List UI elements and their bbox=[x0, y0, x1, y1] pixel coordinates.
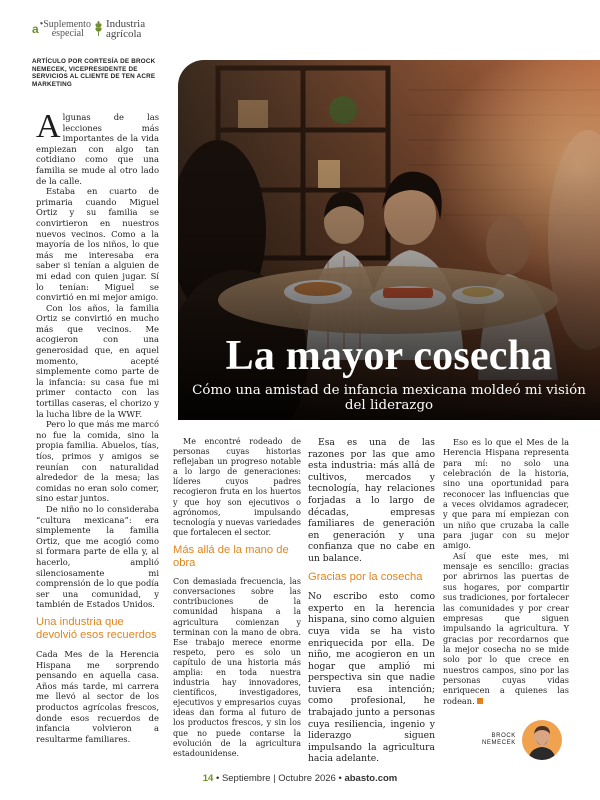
article-paragraph-12 bbox=[443, 551, 569, 706]
masthead-industria bbox=[106, 19, 145, 39]
article-column-3 bbox=[308, 437, 435, 765]
article-paragraph-12-text: Así que este mes, mi mensaje es sencillo: gracias por abrirnos las puertas de sus hogares, por compartir sus tradiciones, por fortalecer las comunidades y por crear empresas que siguen impulsando la agricultura. Y gracias por recordarnos que la mejor cosecha no se mide solo por lo que crece en nuestros campos, sino por las personas cuyas vidas enriquecen a quienes las rodean. bbox=[443, 550, 569, 706]
page-footer bbox=[0, 773, 600, 784]
masthead-a-logo: a bbox=[32, 22, 39, 36]
drop-cap: A bbox=[36, 108, 61, 145]
masthead-industria-word: Industria bbox=[105, 18, 146, 30]
masthead-suplemento-line2: especial bbox=[51, 28, 84, 39]
author-signature bbox=[482, 720, 562, 760]
article-paragraph-4: Pero lo que más me marcó no fue la comida, sino la propia familia. Abuelos, tías, tíos, primos y amigos se reunían con naturalidad alrededor de la mesa; las comidas no eran solo comer, sino estar juntos. bbox=[36, 419, 159, 504]
footer-separator-1: • bbox=[215, 773, 220, 784]
article-column-4 bbox=[443, 437, 569, 706]
article-subtitle: Cómo una amistad de infancia mexicana moldeó mi visión del liderazgo bbox=[192, 383, 586, 413]
masthead-suplemento-line1: •Suplemento bbox=[39, 19, 91, 30]
article-paragraph-10: No escribo esto como experto en la herencia hispana, sino como alguien cuya vida se ha visto enriquecida por ella. De niño, me acogieron en un hogar que amplió mi perspectiva sin que nadie tuviera esa intención; como profesional, he trabajado junto a personas cuya resiliencia, ingenio y liderazgo siguen impulsando la agricultura hacia adelante. bbox=[308, 591, 435, 765]
article-paragraph-1 bbox=[36, 108, 159, 186]
author-name bbox=[482, 733, 516, 748]
author-portrait bbox=[522, 720, 562, 760]
article-paragraph-8: Con demasiada frecuencia, las conversaciones sobre las contribuciones de la comunidad hispana a la agricultura comienzan y terminan con la mano de obra. Ese trabajo merece enorme respeto, pero es solo un capítulo de una historia más amplia: en toda nuestra industria hay innovadores, científicos, investigadores, ejecutivos y empresarios cuyas ideas dan forma al futuro de los productos frescos, y sin los que no puede contarse la evolución de la agricultura estadounidense. bbox=[173, 577, 301, 758]
article-byline: ARTÍCULO POR CORTESÍA DE BROCK NEMECEK, VICEPRESIDENTE DE SERVICIOS AL CLIENTE DE TEN ACRE MARKETING bbox=[32, 58, 156, 88]
article-paragraph-3: Con los años, la familia Ortiz se convirtió en mucho más que vecinos. Me acogieron con una generosidad que, en aquel momento, acepté simplemente como parte de la infancia: su casa fue mi primer contacto con las tortillas caseras, el chorizo y la lucha libre de la WWF. bbox=[36, 302, 159, 419]
article-column-1 bbox=[36, 108, 159, 744]
article-end-square-icon bbox=[477, 698, 483, 704]
masthead-agricola-word: agrícola bbox=[105, 28, 142, 40]
article-paragraph-1-text: lgunas de las lecciones más importantes de la vida empiezan con algo tan cotidiano como que una familia se mude al otro lado de la calle. bbox=[36, 112, 159, 186]
footer-separator-2: • bbox=[338, 773, 342, 784]
masthead-suplemento bbox=[40, 20, 91, 38]
hero-title-block bbox=[178, 334, 600, 413]
article-column-2 bbox=[173, 437, 301, 759]
website-name: abasto.com bbox=[344, 773, 398, 784]
author-last-name: NEMECEK bbox=[482, 740, 516, 746]
article-paragraph-11: Eso es lo que el Mes de la Herencia Hispana representa para mí: no solo una celebración de la historia, sino una oportunidad para reconocer las influencias que a veces olvidamos agradecer, y que para mí empiezan con un niño que cruzaba la calle para jugar con su mejor amigo. bbox=[443, 437, 569, 551]
section-heading-1: Una industria que devolvió esos recuerdos bbox=[36, 615, 157, 641]
wheat-leaf-icon bbox=[94, 21, 103, 37]
masthead bbox=[32, 18, 145, 40]
author-first-name: BROCK bbox=[491, 732, 516, 739]
article-title: La mayor cosecha bbox=[225, 333, 553, 379]
section-heading-3: Gracias por la cosecha bbox=[308, 570, 423, 583]
article-paragraph-7: Me encontré rodeado de personas cuyas historias reflejaban un progreso notable a lo largo de generaciones: líderes cuyos padres recogieron fruta en los huertos y que hoy son ejecutivos o agrónomos, impulsando tecnología y nuevas variedades que fortalecen el sector. bbox=[173, 437, 301, 537]
article-paragraph-2: Estaba en cuarto de primaria cuando Miguel Ortiz y su familia se convirtieron en nuestros nuevos vecinos. Como a la mayoría de los niños, lo que más me interesaba era saber si tenían a alguien de mi edad con quien jugar. Sí lo tenían: Miguel se convirtió en mi mejor amigo. bbox=[36, 186, 159, 303]
issue-date: Septiembre | Octubre 2026 bbox=[221, 773, 336, 784]
section-heading-2: Más allá de la mano de obra bbox=[173, 543, 289, 569]
article-paragraph-5: De niño no lo consideraba “cultura mexicana”: era simplemente la familia Ortiz, que me acogió como si formara parte de ella y, al hacerlo, amplió silenciosamente mi comprensión de lo que podía ser una comunidad, y también de Estados Unidos. bbox=[36, 503, 159, 610]
article-paragraph-9: Esa es una de las razones por las que amo esta industria: más allá de cultivos, mercados y tecnología, hay relaciones forjadas a lo largo de décadas, empresas familiares de generación en generación y una confianza que no cabe en un balance. bbox=[308, 437, 435, 564]
page-number: 14 bbox=[202, 773, 214, 784]
author-avatar bbox=[522, 720, 562, 760]
article-paragraph-6: Cada Mes de la Herencia Hispana me sorprendo pensando en aquella casa. Años más tarde, mi carrera me llevó al sector de los productos agrícolas frescos, donde esos recuerdos de infancia volvieron a resultarme familiares. bbox=[36, 649, 159, 744]
